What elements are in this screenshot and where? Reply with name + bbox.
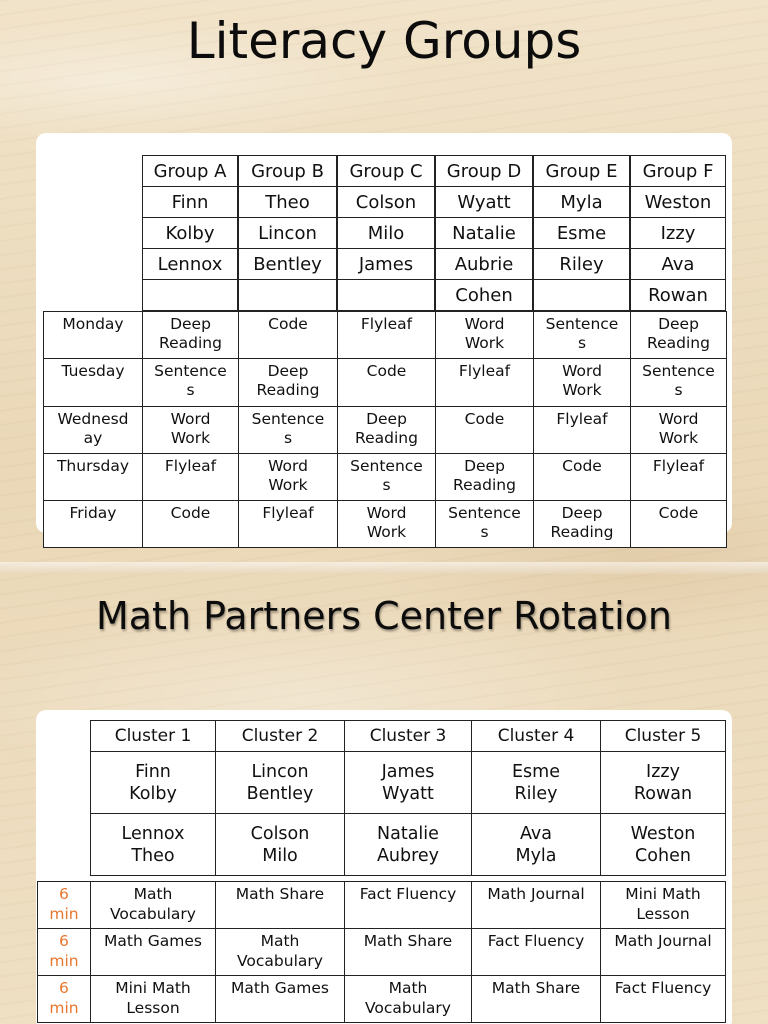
center-cell: Math Journal	[471, 881, 601, 929]
group-member: Milo	[337, 217, 435, 249]
center-cell: Fact Fluency	[600, 975, 726, 1023]
group-header: Group C	[337, 155, 435, 187]
center-cell: Mini Math Lesson	[90, 975, 216, 1023]
center-cell: Math Vocabulary	[215, 928, 345, 976]
schedule-cell: Word Work	[533, 358, 631, 406]
group-member: Myla	[533, 186, 630, 218]
group-member: Esme	[533, 217, 630, 249]
partner-pair: Ava Myla	[471, 813, 601, 876]
group-header: Group D	[435, 155, 533, 187]
schedule-cell: Code	[533, 453, 631, 501]
schedule-cell: Code	[337, 358, 436, 406]
day-label: Thursday	[43, 453, 143, 501]
day-label: Wednesd ay	[43, 406, 143, 454]
schedule-cell: Word Work	[630, 406, 727, 454]
schedule-cell: Flyleaf	[630, 453, 727, 501]
schedule-cell: Deep Reading	[142, 311, 239, 359]
time-label: 6 min	[37, 881, 91, 929]
schedule-cell: Flyleaf	[435, 358, 534, 406]
group-member: Rowan	[630, 279, 726, 311]
schedule-cell: Flyleaf	[142, 453, 239, 501]
center-cell: Math Share	[215, 881, 345, 929]
group-member: Natalie	[435, 217, 533, 249]
schedule-cell: Code	[142, 500, 239, 548]
schedule-cell: Code	[630, 500, 727, 548]
time-label: 6 min	[37, 928, 91, 976]
group-member: Colson	[337, 186, 435, 218]
day-label: Friday	[43, 500, 143, 548]
group-header: Group E	[533, 155, 630, 187]
center-cell: Math Vocabulary	[90, 881, 216, 929]
group-member: Aubrie	[435, 248, 533, 280]
schedule-cell: Sentence s	[238, 406, 338, 454]
schedule-cell: Flyleaf	[238, 500, 338, 548]
schedule-cell: Code	[435, 406, 534, 454]
schedule-cell: Deep Reading	[435, 453, 534, 501]
group-member: James	[337, 248, 435, 280]
schedule-cell: Word Work	[435, 311, 534, 359]
group-member	[533, 279, 630, 311]
slide-divider	[0, 562, 768, 574]
center-cell: Math Journal	[600, 928, 726, 976]
center-cell: Math Share	[471, 975, 601, 1023]
group-header: Group A	[142, 155, 238, 187]
schedule-cell: Word Work	[337, 500, 436, 548]
group-member: Wyatt	[435, 186, 533, 218]
time-label: 6 min	[37, 975, 91, 1023]
day-label: Monday	[43, 311, 143, 359]
partner-pair: Esme Riley	[471, 751, 601, 814]
cluster-header: Cluster 3	[344, 720, 472, 752]
group-member: Kolby	[142, 217, 238, 249]
center-cell: Math Share	[344, 928, 472, 976]
cluster-header: Cluster 1	[90, 720, 216, 752]
group-header: Group F	[630, 155, 726, 187]
schedule-cell: Sentence s	[533, 311, 631, 359]
group-member: Riley	[533, 248, 630, 280]
schedule-cell: Deep Reading	[238, 358, 338, 406]
schedule-cell: Code	[238, 311, 338, 359]
partner-pair: James Wyatt	[344, 751, 472, 814]
group-member: Lennox	[142, 248, 238, 280]
schedule-cell: Sentence s	[630, 358, 727, 406]
center-cell: Fact Fluency	[471, 928, 601, 976]
group-header: Group B	[238, 155, 337, 187]
group-member: Bentley	[238, 248, 337, 280]
partner-pair: Finn Kolby	[90, 751, 216, 814]
day-label: Tuesday	[43, 358, 143, 406]
schedule-cell: Sentence s	[142, 358, 239, 406]
partner-pair: Lennox Theo	[90, 813, 216, 876]
partner-pair: Lincon Bentley	[215, 751, 345, 814]
schedule-cell: Deep Reading	[337, 406, 436, 454]
center-cell: Math Vocabulary	[344, 975, 472, 1023]
schedule-cell: Flyleaf	[533, 406, 631, 454]
schedule-cell: Deep Reading	[630, 311, 727, 359]
math-slide	[0, 574, 768, 1024]
group-member	[142, 279, 238, 311]
group-member	[238, 279, 337, 311]
schedule-cell: Deep Reading	[533, 500, 631, 548]
center-cell: Math Games	[90, 928, 216, 976]
schedule-cell: Flyleaf	[337, 311, 436, 359]
partner-pair: Colson Milo	[215, 813, 345, 876]
literacy-title: Literacy Groups	[186, 12, 582, 70]
cluster-header: Cluster 2	[215, 720, 345, 752]
schedule-cell: Word Work	[238, 453, 338, 501]
schedule-cell: Sentence s	[337, 453, 436, 501]
partner-pair: Weston Cohen	[600, 813, 726, 876]
group-member: Finn	[142, 186, 238, 218]
cluster-header: Cluster 5	[600, 720, 726, 752]
schedule-cell: Sentence s	[435, 500, 534, 548]
group-member: Ava	[630, 248, 726, 280]
group-member: Theo	[238, 186, 337, 218]
center-cell: Math Games	[215, 975, 345, 1023]
group-member: Izzy	[630, 217, 726, 249]
center-cell: Fact Fluency	[344, 881, 472, 929]
cluster-header: Cluster 4	[471, 720, 601, 752]
partner-pair: Izzy Rowan	[600, 751, 726, 814]
center-cell: Mini Math Lesson	[600, 881, 726, 929]
group-member	[337, 279, 435, 311]
schedule-cell: Word Work	[142, 406, 239, 454]
group-member: Cohen	[435, 279, 533, 311]
math-title: Math Partners Center Rotation	[95, 594, 672, 638]
group-member: Weston	[630, 186, 726, 218]
group-member: Lincon	[238, 217, 337, 249]
partner-pair: Natalie Aubrey	[344, 813, 472, 876]
